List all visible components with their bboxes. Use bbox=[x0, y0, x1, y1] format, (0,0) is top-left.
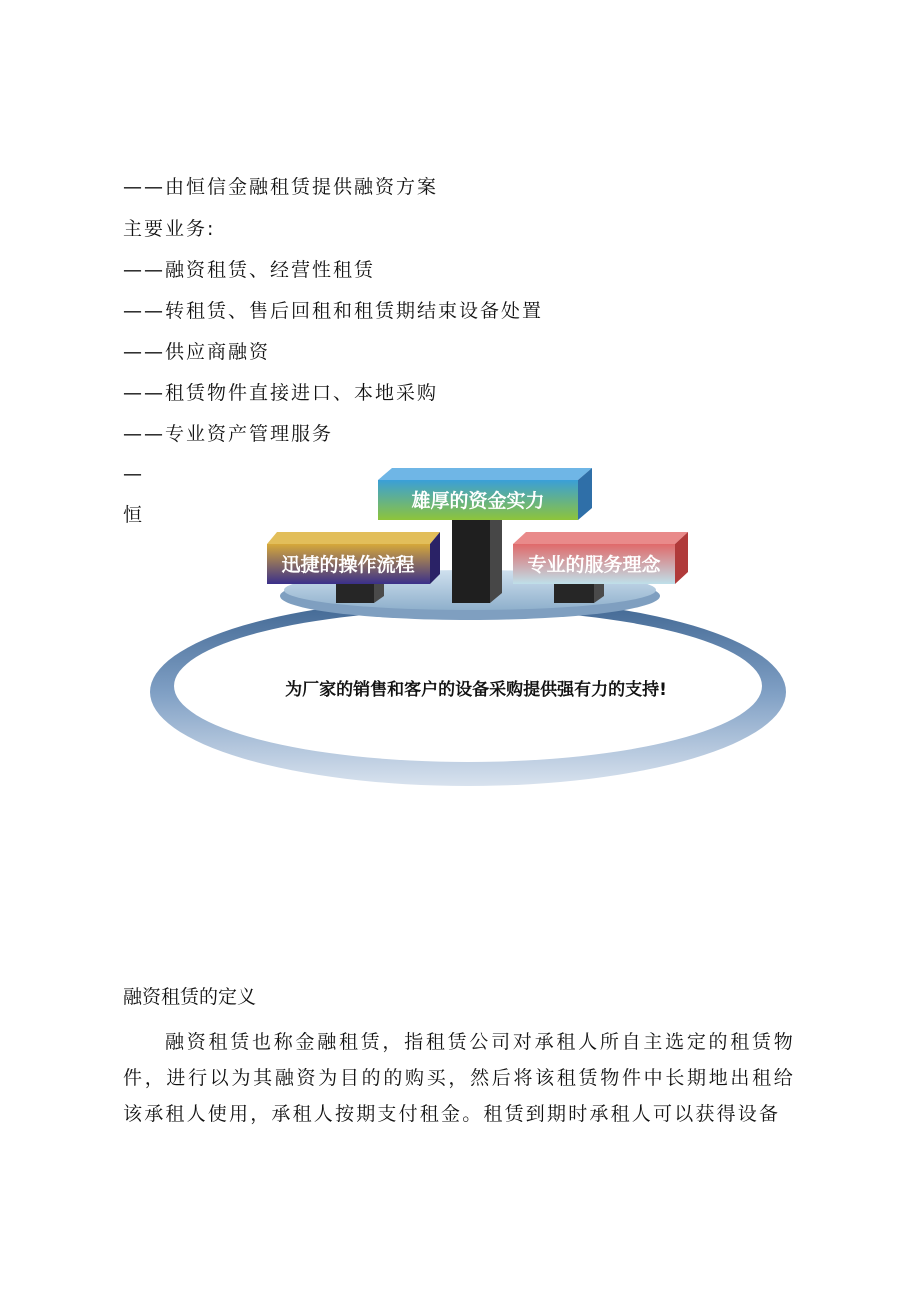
definition-paragraph: 融资租赁也称金融租赁，指租赁公司对承租人所自主选定的租赁物件，进行以为其融资为目的的购买，然后将该租赁物件中长期地出租给该承租人使用，承租人按期支付租金。租赁到期时承租人可以获得设备 bbox=[123, 1031, 795, 1125]
business-title: 主要业务: bbox=[123, 218, 216, 240]
pillar-center bbox=[452, 510, 502, 603]
business-item: ——融资租赁、经营性租赁 bbox=[123, 259, 376, 281]
box-right-label: 专业的服务理念 bbox=[527, 554, 661, 576]
business-item: ——租赁物件直接进口、本地采购 bbox=[123, 382, 439, 404]
box-top bbox=[378, 468, 592, 520]
box-left bbox=[267, 532, 440, 584]
truncated-char: 恒 bbox=[123, 504, 143, 526]
box-right bbox=[513, 532, 688, 584]
business-item: ——专业资产管理服务 bbox=[123, 423, 334, 445]
box-left-label: 迅捷的操作流程 bbox=[281, 554, 415, 576]
ring-label: 为厂家的销售和客户的设备采购提供强有力的支持! bbox=[285, 680, 667, 700]
business-item: ——转租赁、售后回租和租赁期结束设备处置 bbox=[123, 300, 544, 322]
business-diagram bbox=[140, 460, 800, 795]
business-item: ——供应商融资 bbox=[123, 341, 271, 363]
box-top-label: 雄厚的资金实力 bbox=[411, 490, 545, 512]
intro-line: ——由恒信金融租赁提供融资方案 bbox=[123, 176, 439, 198]
truncated-dash: — bbox=[123, 463, 142, 485]
section-heading: 融资租赁的定义 bbox=[123, 987, 257, 1008]
